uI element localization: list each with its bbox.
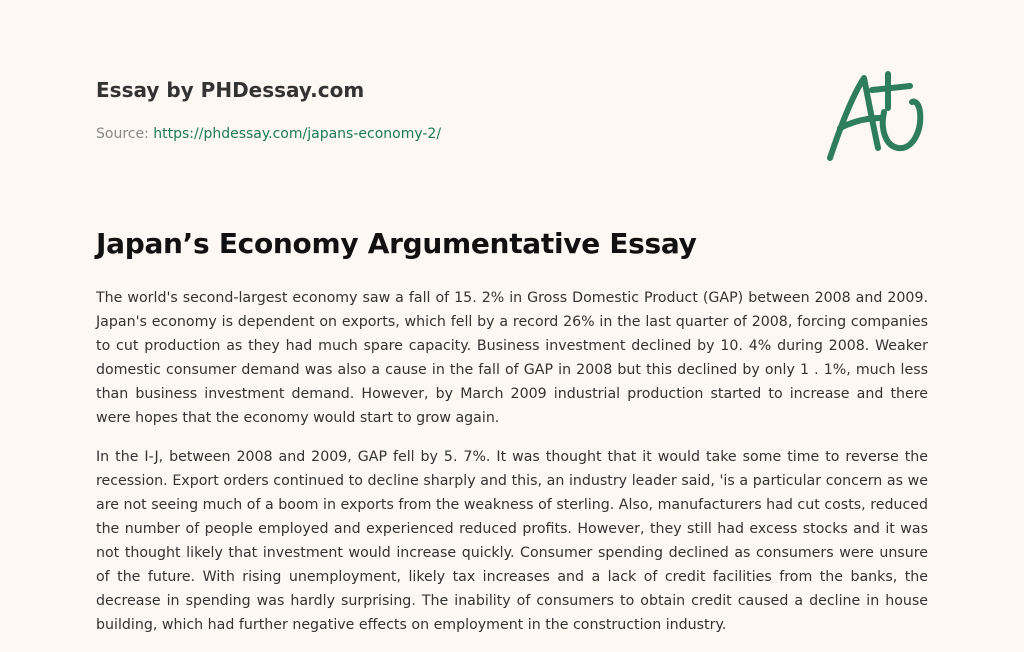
site-title: Essay by PHDessay.com <box>96 78 365 102</box>
essay-body <box>96 286 928 652</box>
source-label: Source: <box>96 126 149 142</box>
source-line <box>96 124 796 144</box>
source-link[interactable]: https://phdessay.com/japans-economy-2/ <box>153 126 442 142</box>
essay-paragraph: The world's second-largest economy saw a fall of 15. 2% in Gross Domestic Product (GAP) between 2008 and 2009. Japan's economy is dependent on exports, which fell by a record 26% in the last quarter of 2008, forcing companies to cut production as they had much spare capacity. Business investment declined by 10. 4% during 2008. Weaker domestic consumer demand was also a cause in the fall of GAP in 2008 but this declined by only 1 . 1%, much less than business investment demand. However, by March 2009 industrial production started to increase and there were hopes that the economy would start to grow again. <box>96 290 928 426</box>
essay-paragraph: In the I-J, between 2008 and 2009, GAP fell by 5. 7%. It was thought that it would take some time to reverse the recession. Export orders continued to decline sharply and this, an industry leader said, 'is a particular concern as we are not seeing much of a boom in exports from the weakness of sterling. Also, manufacturers had cut costs, reduced the number of people employed and experienced reduced profits. However, they still had excess stocks and it was not thought likely that investment would increase quickly. Consumer spending declined as consumers were unsure of the future. With rising unemployment, likely tax increases and a lack of credit facilities from the banks, the decrease in spending was hardly surprising. The inability of consumers to obtain credit caused a decline in house building, which had further negative effects on employment in the construction industry. <box>96 449 928 633</box>
a-plus-grade-icon <box>822 68 928 164</box>
page-header <box>96 76 796 144</box>
essay-title: Japan’s Economy Argumentative Essay <box>96 227 697 260</box>
